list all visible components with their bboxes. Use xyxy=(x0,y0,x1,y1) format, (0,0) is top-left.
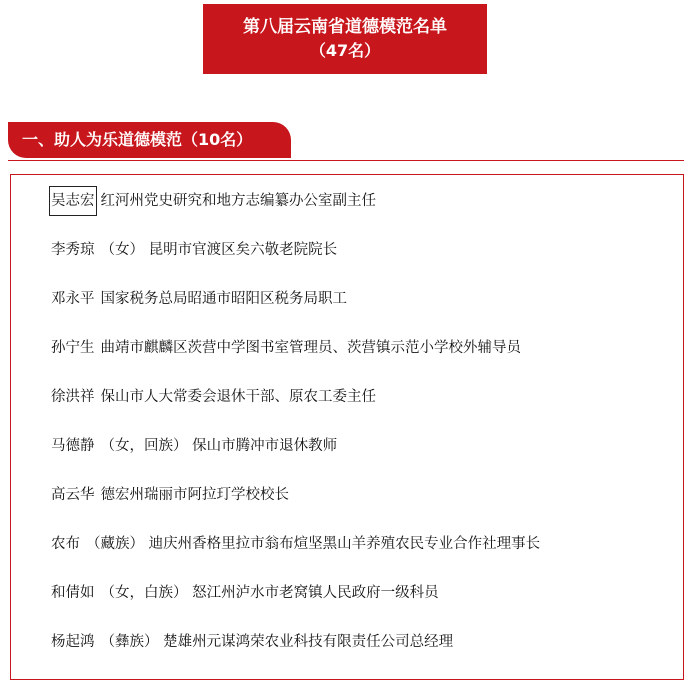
list-item xyxy=(51,580,439,606)
list-item-name: 吴志宏 xyxy=(51,188,95,214)
list-item-name: 高云华 xyxy=(51,487,95,503)
list-item-name: 邓永平 xyxy=(51,291,95,307)
list-item-desc: 保山市人大常委会退休干部、原农工委主任 xyxy=(100,389,376,405)
list-item-name: 马德静 xyxy=(51,438,95,454)
list-item xyxy=(51,286,347,312)
list-item-desc: （女，回族） 保山市腾冲市退休教师 xyxy=(100,438,338,454)
list-item xyxy=(51,482,289,508)
list-item-name: 和倩如 xyxy=(51,585,95,601)
list-item-desc: （藏族） 迪庆州香格里拉市翁布煊坚黑山羊养殖农民专业合作社理事长 xyxy=(86,536,541,552)
list-item-name: 杨起鸿 xyxy=(51,634,95,650)
list-item-desc: （女） 昆明市官渡区矣六敬老院院长 xyxy=(100,242,338,258)
list-item xyxy=(51,237,337,263)
list-item-name: 李秀琼 xyxy=(51,242,95,258)
section-header xyxy=(8,122,291,158)
list-item-desc: 曲靖市麒麟区茨营中学图书室管理员、茨营镇示范小学校外辅导员 xyxy=(100,340,521,356)
list-item-name: 徐洪祥 xyxy=(51,389,95,405)
list-item-name: 孙宁生 xyxy=(51,340,95,356)
list-item-desc: 国家税务总局昭通市昭阳区税务局职工 xyxy=(100,291,347,307)
list-item-desc: （彝族） 楚雄州元谋鸿荣农业科技有限责任公司总经理 xyxy=(100,634,454,650)
list-item-desc: 德宏州瑞丽市阿拉玎学校校长 xyxy=(100,487,289,503)
list-item xyxy=(51,433,337,459)
list-item xyxy=(51,188,376,214)
section-divider xyxy=(8,160,684,161)
list-item-desc: （女，白族） 怒江州泸水市老窝镇人民政府一级科员 xyxy=(100,585,439,601)
list-item xyxy=(51,531,540,557)
list-item-desc: 红河州党史研究和地方志编纂办公室副主任 xyxy=(100,193,376,209)
list-item xyxy=(51,335,521,361)
section-header-label: 一、助人为乐道德模范（10名） xyxy=(22,130,253,149)
list-item-name: 农布 xyxy=(51,536,80,552)
page-title-banner xyxy=(203,4,487,74)
list-item xyxy=(51,629,453,655)
page-title: 第八届云南省道德模范名单 xyxy=(243,17,447,37)
page-title-count: （47名） xyxy=(309,41,381,60)
model-list xyxy=(10,174,684,680)
list-item xyxy=(51,384,376,410)
